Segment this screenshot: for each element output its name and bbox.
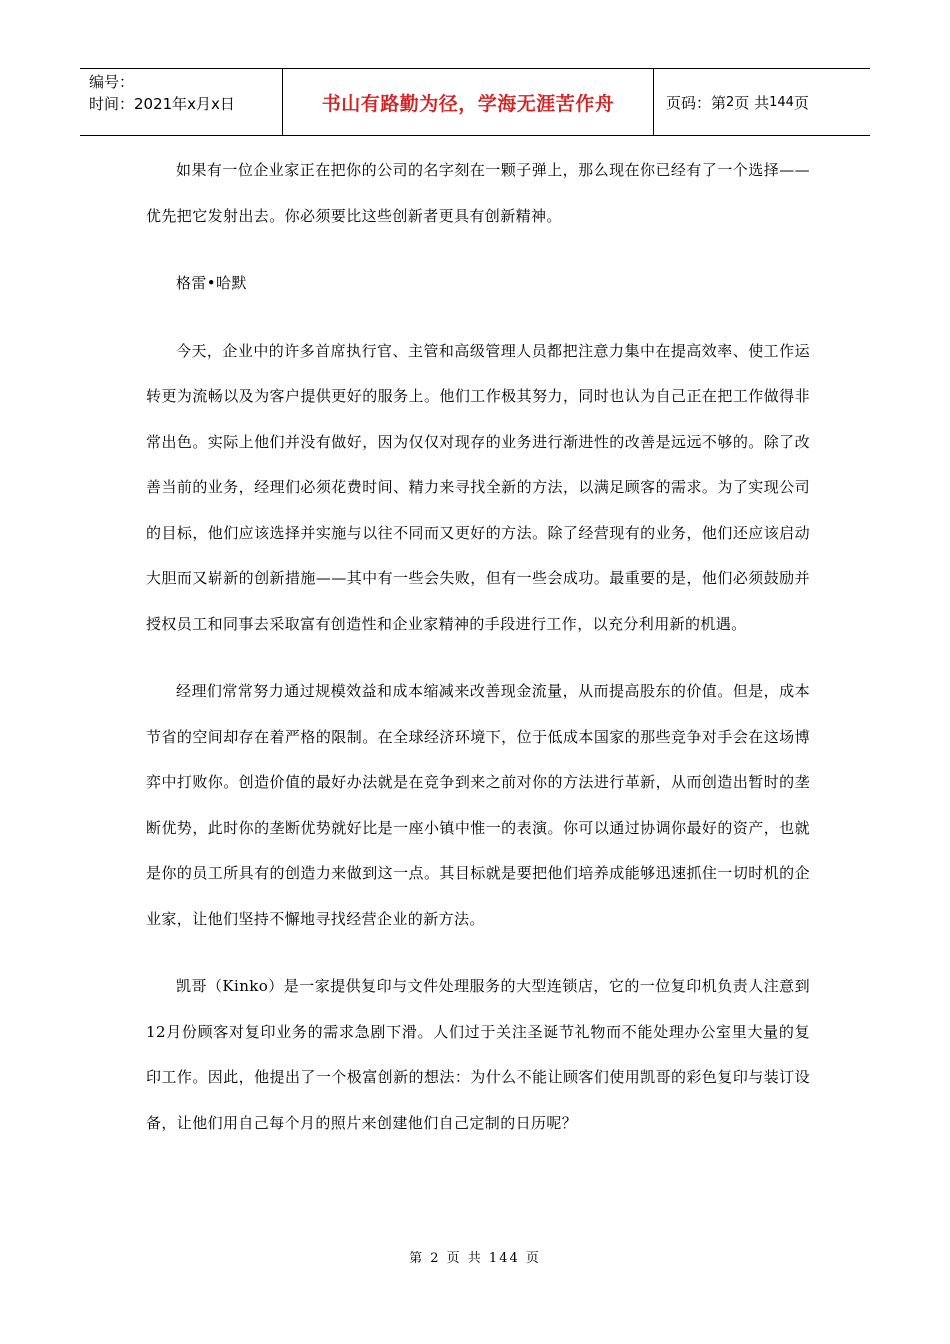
- page-current: 2: [726, 94, 735, 110]
- document-body: [146, 148, 810, 1168]
- paragraph-cost-savings: 经理们常常努力通过规模效益和成本缩减来改善现金流量，从而提高股东的价值。但是，成本节省的空间却存在着严格的限制。在全球经济环境下，位于低成本国家的那些竞争对手会在这场博弈中打败你。创造价值的最好办法就是在竞争到来之前对你的方法进行革新，从而创造出暂时的垄断优势，此时你的垄断优势就好比是一座小镇中惟一的表演。你可以通过协调你最好的资产，也就是你的员工所具有的创造力来做到这一点。其目标就是要把他们培养成能够迅速抓住一切时机的企业家，让他们坚持不懈地寻找经营企业的新方法。: [146, 682, 810, 928]
- page-suffix: 页: [793, 93, 809, 112]
- paragraph-innovation: 今天，企业中的许多首席执行官、主管和高级管理人员都把注意力集中在提高效率、使工作运转更为流畅以及为客户提供更好的服务上。他们工作极其努力，同时也认为自己正在把工作做得非常出色。实际上他们并没有做好，因为仅仅对现存的业务进行渐进性的改善是远远不够的。除了改善当前的业务，经理们必须花费时间、精力来寻找全新的方法，以满足顾客的需求。为了实现公司的目标，他们应该选择并实施与以往不同而又更好的方法。除了经营现有的业务，他们还应该启动大胆而又崭新的创新措施——其中有一些会失败，但有一些会成功。最重要的是，他们必须鼓励并授权员工和同事去采取富有创造性和企业家精神的手段进行工作，以充分利用新的机遇。: [146, 341, 810, 633]
- header-motto: 书山有路勤为径，学海无涯苦作舟: [282, 69, 654, 135]
- page-footer: 第 2 页 共 144 页: [409, 1251, 541, 1266]
- paragraph-kinko-example: 凯哥（Kinko）是一家提供复印与文件处理服务的大型连锁店，它的一位复印机负责人注意到12月份顾客对复印业务的需求急剧下滑。人们过于关注圣诞节礼物而不能处理办公室里大量的复印工作。因此，他提出了一个极富创新的想法：为什么不能让顾客们使用凯哥的彩色复印与装订设备，让他们用自己每个月的照片来创建他们自己定制的日历呢？: [146, 977, 810, 1132]
- paragraph-intro-quote: 如果有一位企业家正在把你的公司的名字刻在一颗子弹上，那么现在你已经有了一个选择——优先把它发射出去。你必须要比这些创新者更具有创新精神。: [146, 161, 810, 225]
- page-prefix: 页码：第: [666, 93, 727, 112]
- header-page-info: [654, 69, 870, 135]
- page-mid: 页 共: [734, 93, 770, 112]
- document-date: 时间：2021年x月x日: [89, 95, 235, 113]
- quote-author: 格雷•哈默: [176, 274, 247, 292]
- document-number-label: 编号：: [89, 73, 135, 91]
- page-total: 144: [769, 94, 794, 110]
- header-meta: [80, 69, 282, 135]
- page-header: [80, 68, 870, 136]
